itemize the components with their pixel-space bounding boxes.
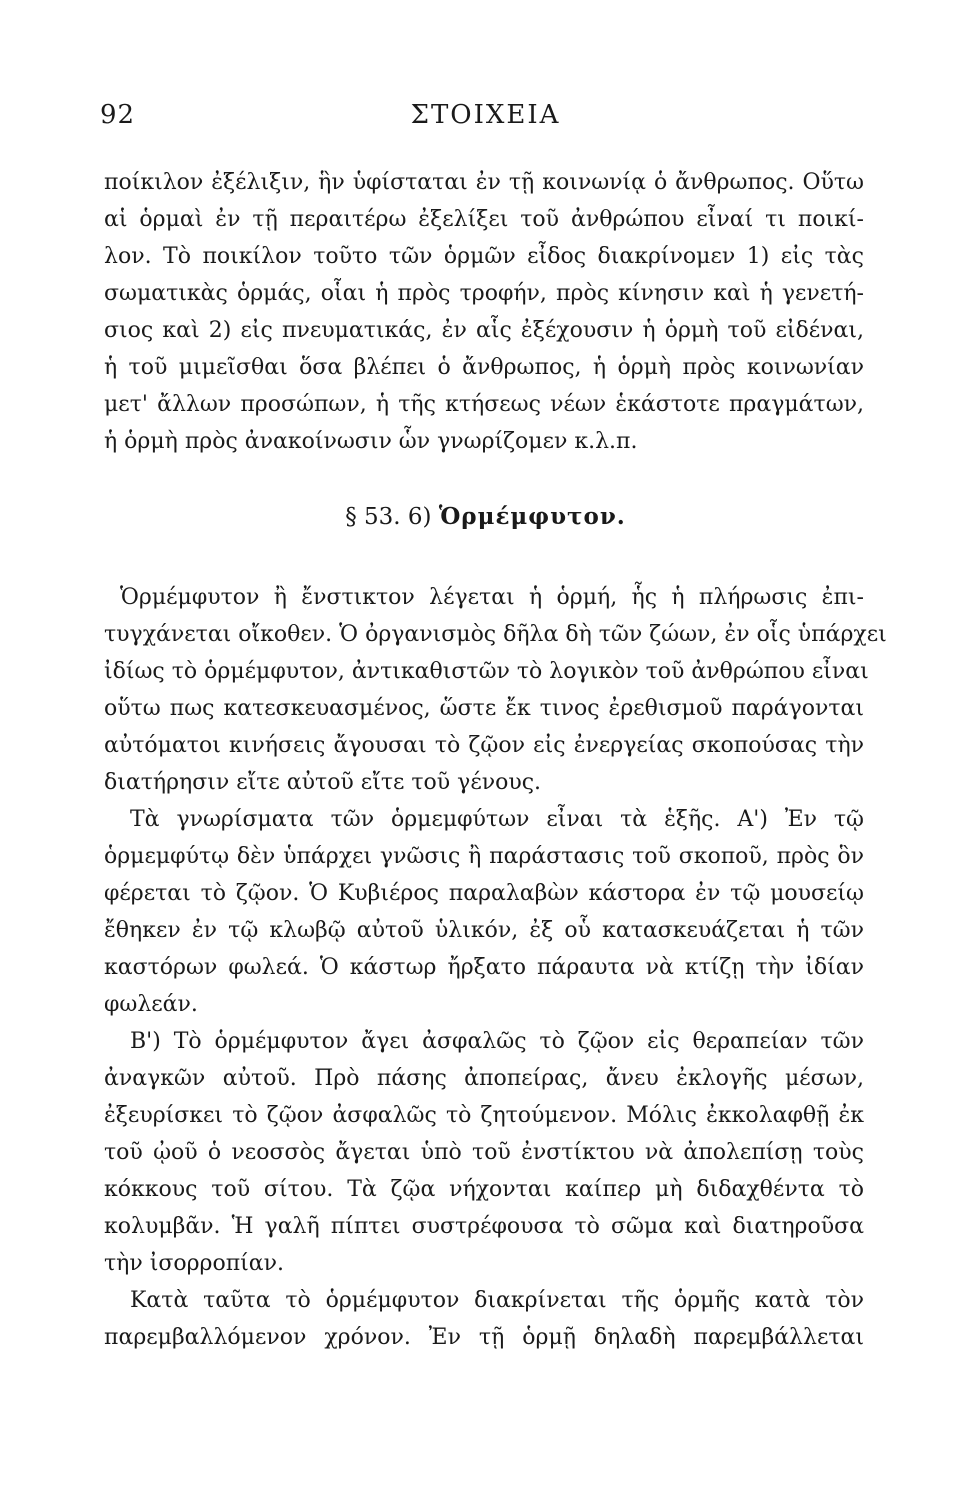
text-line: καστόρων φωλεά. Ὁ κάστωρ ἤρξατο πάραυτα νὰ κτίζῃ τὴν ἰδίαν: [104, 955, 864, 980]
text-line: Ὁρμέμφυτον ἢ ἔνστικτον λέγεται ἡ ὁρμή, ἧς ἡ πλήρωσις ἐπι-: [120, 585, 864, 610]
text-line: ἡ ὁρμὴ πρὸς ἀνακοίνωσιν ὧν γνωρίζομεν κ.λ.π.: [104, 429, 638, 454]
text-line: ἰδίως τὸ ὁρμέμφυτον, ἀντικαθιστῶν τὸ λογικὸν τοῦ ἀνθρώπου εἶναι: [104, 659, 869, 684]
section-heading: [0, 503, 971, 530]
text-line: Β') Τὸ ὁρμέμφυτον ἄγει ἀσφαλῶς τὸ ζῷον εἰς θεραπείαν τῶν: [130, 1029, 864, 1054]
text-line: Τὰ γνωρίσματα τῶν ὁρμεμφύτων εἶναι τὰ ἑξῆς. Α') Ἐν τῷ: [130, 807, 864, 832]
text-line: μετ' ἄλλων προσώπων, ἡ τῆς κτήσεως νέων ἑκάστοτε πραγμάτων,: [104, 392, 864, 417]
text-line: κόκκους τοῦ σίτου. Τὰ ζῷα νήχονται καίπερ μὴ διδαχθέντα τὸ: [104, 1177, 864, 1202]
text-line: αὐτόματοι κινήσεις ἄγουσαι τὸ ζῷον εἰς ἐνεργείας σκοπούσας τὴν: [104, 733, 864, 758]
section-number: § 53. 6): [345, 504, 432, 530]
text-line: τοῦ ᾠοῦ ὁ νεοσσὸς ἄγεται ὑπὸ τοῦ ἐνστίκτου νὰ ἀπολεπίσῃ τοὺς: [104, 1140, 864, 1165]
text-line: ὁρμεμφύτῳ δὲν ὑπάρχει γνῶσις ἢ παράστασις τοῦ σκοποῦ, πρὸς ὃν: [104, 844, 864, 869]
text-line: ἡ τοῦ μιμεῖσθαι ὅσα βλέπει ὁ ἄνθρωπος, ἡ ὁρμὴ πρὸς κοινωνίαν: [104, 355, 864, 380]
page-number: 92: [100, 100, 136, 130]
text-line: φέρεται τὸ ζῷον. Ὁ Κυβιέρος παραλαβὼν κάστορα ἐν τῷ μουσείῳ: [104, 881, 864, 906]
running-title: ΣΤΟΙΧΕΙΑ: [410, 100, 561, 130]
text-line: ἀναγκῶν αὐτοῦ. Πρὸ πάσης ἀποπείρας, ἄνευ ἐκλογῆς μέσων,: [104, 1066, 864, 1091]
text-line: Κατὰ ταῦτα τὸ ὁρμέμφυτον διακρίνεται τῆς ὁρμῆς κατὰ τὸν: [130, 1288, 864, 1313]
text-line: λον. Τὸ ποικίλον τοῦτο τῶν ὁρμῶν εἶδος διακρίνομεν 1) εἰς τὰς: [104, 244, 864, 269]
text-line: οὕτω πως κατεσκευασμένος, ὥστε ἔκ τινος ἐρεθισμοῦ παράγονται: [104, 696, 864, 721]
text-line: αἱ ὁρμαὶ ἐν τῇ περαιτέρω ἐξελίξει τοῦ ἀνθρώπου εἶναί τι ποικί-: [104, 207, 864, 232]
text-line: ποίκιλον ἐξέλιξιν, ἣν ὑφίσταται ἐν τῇ κοινωνίᾳ ὁ ἄνθρωπος. Οὕτω: [104, 170, 864, 195]
text-line: σωματικὰς ὁρμάς, οἷαι ἡ πρὸς τροφήν, πρὸς κίνησιν καὶ ἡ γενετή-: [104, 281, 864, 306]
text-line: κολυμβᾶν. Ἡ γαλῆ πίπτει συστρέφουσα τὸ σῶμα καὶ διατηροῦσα: [104, 1214, 864, 1239]
text-line: παρεμβαλλόμενον χρόνον. Ἐν τῇ ὁρμῇ δηλαδὴ παρεμβάλλεται: [104, 1325, 864, 1350]
text-line: σιος καὶ 2) εἰς πνευματικάς, ἐν αἷς ἐξέχουσιν ἡ ὁρμὴ τοῦ εἰδέναι,: [104, 318, 864, 343]
text-line: ἐξευρίσκει τὸ ζῷον ἀσφαλῶς τὸ ζητούμενον. Μόλις ἐκκολαφθῇ ἐκ: [104, 1103, 864, 1128]
section-title: Ὁρμέμφυτον.: [438, 503, 626, 530]
text-line: διατήρησιν εἴτε αὐτοῦ εἴτε τοῦ γένους.: [104, 770, 542, 795]
text-line: τυγχάνεται οἴκοθεν. Ὁ ὀργανισμὸς δῆλα δὴ τῶν ζώων, ἐν οἷς ὑπάρχει: [104, 622, 887, 647]
text-line: τὴν ἰσορροπίαν.: [104, 1251, 285, 1276]
text-line: ἔθηκεν ἐν τῷ κλωβῷ αὐτοῦ ὑλικόν, ἐξ οὗ κατασκευάζεται ἡ τῶν: [104, 918, 864, 943]
text-line: φωλεάν.: [104, 992, 198, 1017]
